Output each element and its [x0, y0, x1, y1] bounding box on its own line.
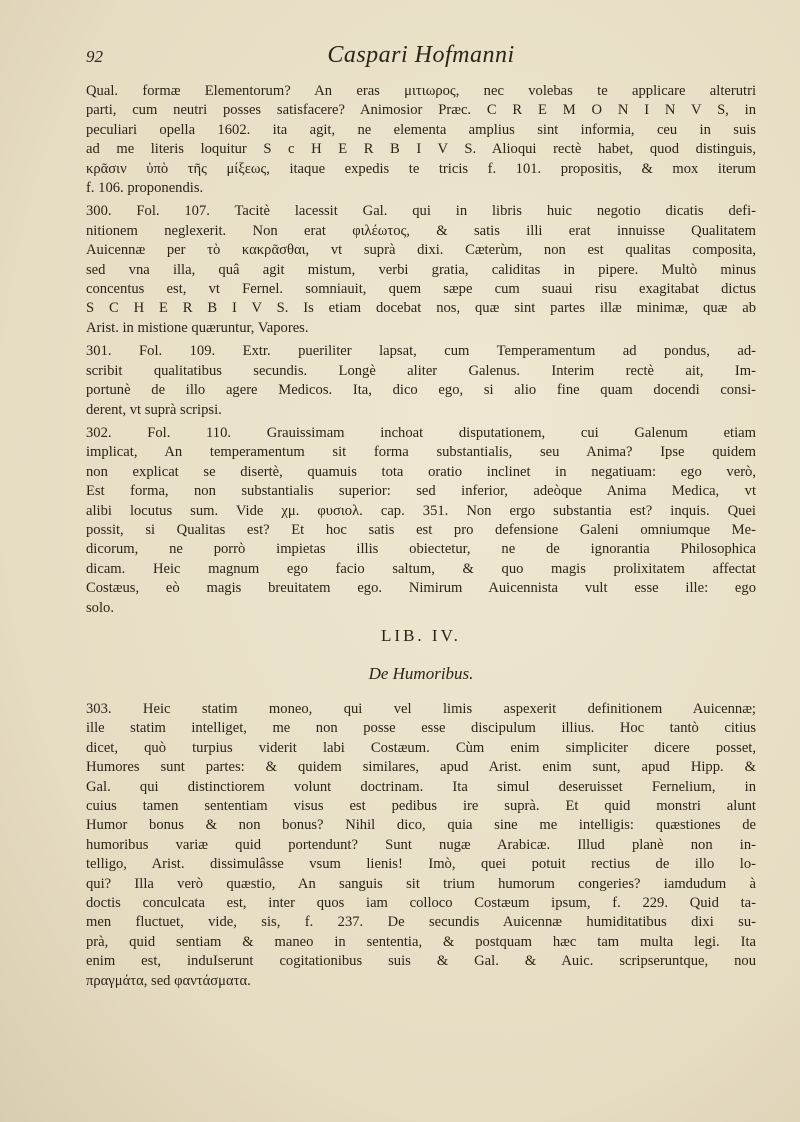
page-number: 92	[86, 47, 103, 66]
text-line: telligo, Arist. dissimulâsse vsum lienis! Imò, quei potuit rectius de illo lo-	[86, 856, 756, 873]
text-line: peculiari opella 1602. ita agit, ne elementa amplius sint informia, ceu in suis	[86, 121, 756, 138]
text-line: ille statim intelliget, me non posse esse discipulum illius. Hoc tantò citius	[86, 720, 756, 737]
text-line: possit, si Qualitas est? Et hoc satis est pro defensione Galeni omniumque Me-	[86, 521, 756, 538]
text-line: solo.	[86, 599, 114, 616]
text-line: humoribus variæ quid portendunt? Sunt nugæ Arabicæ. Illud planè non in-	[86, 836, 756, 853]
text-line: alibi locutus sum. Vide χμ. φυσιολ. cap. 351. Non ergo substantia est? inquis. Quei	[86, 502, 756, 519]
paragraph-qualitas	[86, 82, 756, 198]
running-head	[86, 42, 756, 82]
text-line: prà, quid sentiam & maneo in sententia, & postquam hæc tam multa legi. Ita	[86, 933, 756, 950]
text-line: dicet, quò turpius viderit labi Costæum. Cùm enim simpliciter dicere posset,	[86, 739, 756, 756]
text-line: Costæus, eò magis breuitatem ego. Nimirum Auicennista vult esse ille: ego	[86, 580, 756, 597]
text-line: non explicat se disertè, quamuis tota oratio inclinet in negatiuam: ego verò,	[86, 463, 756, 480]
paragraph-302	[86, 424, 756, 618]
text-line: Qual. formæ Elementorum? An eras μιτιωρος, nec volebas te applicare alterutri	[86, 83, 756, 99]
paragraph-301	[86, 342, 756, 420]
text-line: implicat, An temperamentum sit forma substantialis, seu Anima? Ipse quidem	[86, 444, 756, 461]
text-line: parti, cum neutri posses satisfacere? Animosior Præc. C R E M O N I N V S, in	[86, 102, 756, 119]
text-line: ad me literis loquitur S c H E R B I V S. Alioqui rectè habet, quod distinguis,	[86, 141, 756, 158]
text-line: Gal. qui distinctiorem volunt doctrinam. Ita simul deseruisset Fernelium, in	[86, 778, 756, 795]
paragraph-303	[86, 700, 756, 991]
text-line: Humor bonus & non bonus? Nihil dico, quia sine me intelligis: quæstiones de	[86, 817, 756, 834]
text-line: dicam. Heic magnum ego facio saltum, & quo magis prolixitatem affectat	[86, 560, 756, 577]
text-line: scribit qualitatibus secundis. Longè aliter Galenus. Interim rectè ait, Im-	[86, 362, 756, 379]
text-line: 301. Fol. 109. Extr. pueriliter lapsat, cum Temperamentum ad pondus, ad-	[86, 343, 756, 360]
running-title: Caspari Hofmanni	[327, 42, 515, 68]
section-heading: De Humoribus.	[368, 663, 474, 683]
text-line: men fluctuet, vide, sis, f. 237. De secundis Auicennæ humiditatibus dixi su-	[86, 914, 756, 931]
text-line: f. 106. proponendis.	[86, 180, 204, 197]
text-line: 302. Fol. 110. Grauissimam inchoat disputationem, cui Galenum etiam	[86, 424, 756, 441]
text-line: Arist. in mistione quæruntur, Vapores.	[86, 319, 309, 336]
text-line: 303. Heic statim moneo, qui vel limis aspexerit definitionem Auicennæ;	[86, 700, 756, 717]
text-line: concentus est, vt Fernel. somniauit, quem sæpe cum suaui risu exagitabat dictus	[86, 281, 756, 298]
text-line: Est forma, non substantialis superior: sed inferior, adeòque Anima Medica, vt	[86, 483, 756, 500]
text-line: Auicennæ per τὸ κακρᾶσθαι, vt suprà dixi. Cæterùm, non est qualitas composita,	[86, 242, 756, 259]
text-line: portunè de illo agere Medicos. Ita, dico ego, si alio fine quam docendi consi-	[86, 382, 756, 399]
paragraph-300	[86, 202, 756, 338]
text-line: πραγμάτα, sed φαντάσματα.	[86, 972, 251, 989]
text-line: sed vna illa, quâ agit mistum, verbi gratia, caliditas in pipere. Multò minus	[86, 261, 756, 278]
text-line: enim est, induIserunt cogitationibus suis & Gal. & Auic. scripseruntque, nou	[86, 953, 756, 970]
text-line: cuius tamen sententiam visus est pedibus ire suprà. Et quid monstri alunt	[86, 798, 756, 814]
text-line: dicorum, ne porrò impietas illis obiectetur, ne de ignorantia Philosophica	[86, 541, 756, 558]
text-line: nitionem neglexerit. Non erat φιλέωτος, & satis illi erat innuisse Qualitatem	[86, 222, 756, 239]
text-line: κρᾶσιν ὑπὸ τῆς μίξεως, itaque expedis te tricis f. 101. propositis, & mox iterum	[86, 160, 756, 177]
text-line: 300. Fol. 107. Tacitè lacessit Gal. qui in libris huic negotio dicatis defi-	[86, 203, 756, 220]
text-line: S C H E R B I V S. Is etiam docebat nos, quæ sint partes illæ minimæ, quæ ab	[86, 300, 756, 317]
text-line: doctis conculcata est, inter quos iam colloco Costæum ipsum, f. 229. Quid ta-	[86, 895, 756, 912]
text-line: Humores sunt partes: & quidem similares, apud Arist. enim sunt, apud Hipp. &	[86, 759, 756, 776]
text-line: qui? Illa verò quæstio, An sanguis sit trium humorum congeries? iamdudum à	[86, 875, 756, 892]
text-line: derent, vt suprà scripsi.	[86, 401, 222, 418]
book-heading: LIB. IV.	[381, 625, 461, 645]
